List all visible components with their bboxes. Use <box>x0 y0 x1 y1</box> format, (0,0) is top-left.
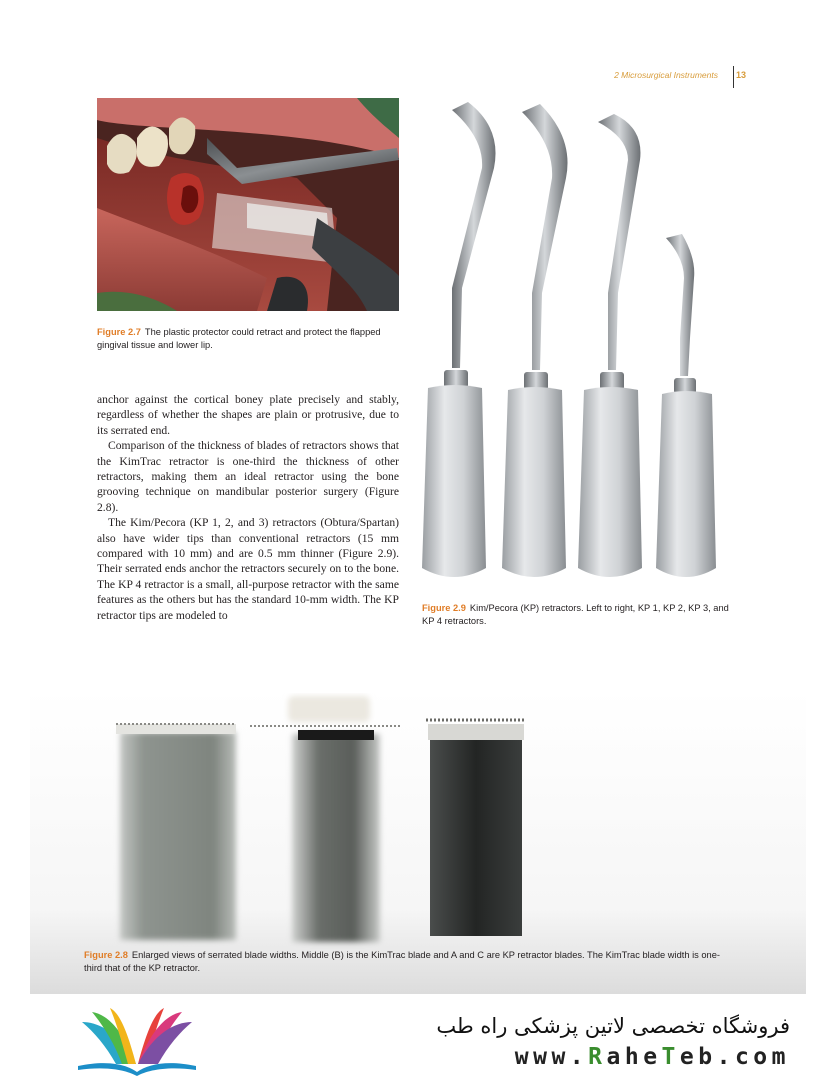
blade-c <box>426 720 526 936</box>
figure-2-7-label: Figure 2.7 <box>97 327 141 337</box>
body-paragraph-2: Comparison of the thickness of blades of retractors shows that the KimTrac retractor is one-third the thickness of other retractors, making them an ideal retractor using the bone grooving technique on mandibular posterior surgery (Figure 2.8). <box>97 439 399 514</box>
body-text <box>97 392 399 623</box>
body-paragraph-3: The Kim/Pecora (KP 1, 2, and 3) retractors (Obtura/Spartan) also have wider tips than conventional retractors (15 mm compared with 10 mm) and are 0.5 mm thinner (Figure 2.9). Their serrated ends anchor the retractors securely on to the bone. The KP 4 retractor is a small, all-purpose retractor with the same features as the others but has the standard 10-mm width. The KP retractor tips are modeled to <box>97 516 399 622</box>
figure-2-8-caption <box>84 949 724 974</box>
blade-a <box>116 724 236 940</box>
page-number: 13 <box>735 70 746 80</box>
figure-2-8-caption-text: Enlarged views of serrated blade widths. Middle (B) is the KimTrac blade and A and C are KP retractor blades. The KimTrac blade width is one-third that of the KP retractor. <box>84 950 720 973</box>
figure-2-8-label: Figure 2.8 <box>84 950 128 960</box>
header-divider <box>733 66 735 88</box>
shop-name: فروشگاه تخصصی لاتین پزشکی راه طب <box>436 1014 790 1038</box>
figure-2-7-caption-text: The plastic protector could retract and protect the flapped gingival tissue and lower lip. <box>97 327 381 350</box>
figure-2-9-caption-text: Kim/Pecora (KP) retractors. Left to right, KP 1, KP 2, KP 3, and KP 4 retractors. <box>422 603 729 626</box>
url-suffix: eb.com <box>679 1044 790 1070</box>
oral-surgery-photo-illustration <box>97 98 399 311</box>
running-header <box>590 66 760 88</box>
figure-2-9-caption <box>422 602 742 627</box>
book-logo <box>76 1008 198 1076</box>
figure-2-7-photo <box>97 98 399 311</box>
retractors-illustration <box>422 98 746 592</box>
url-mid: ahe <box>606 1044 662 1070</box>
figure-2-7-caption <box>97 326 397 351</box>
url-prefix: www. <box>514 1044 589 1070</box>
figure-2-9-label: Figure 2.9 <box>422 603 466 613</box>
url-r: R <box>588 1044 607 1070</box>
open-book-rainbow-icon <box>76 1008 198 1076</box>
chapter-title: 2 Microsurgical Instruments <box>614 70 718 80</box>
figure-2-9-photo <box>422 98 746 592</box>
body-paragraph-1: anchor against the cortical boney plate precisely and stably, regardless of whether the shapes are plain or protrusive, due to its serrated end. <box>97 393 399 437</box>
shop-url <box>446 1044 790 1070</box>
url-t: T <box>661 1044 680 1070</box>
